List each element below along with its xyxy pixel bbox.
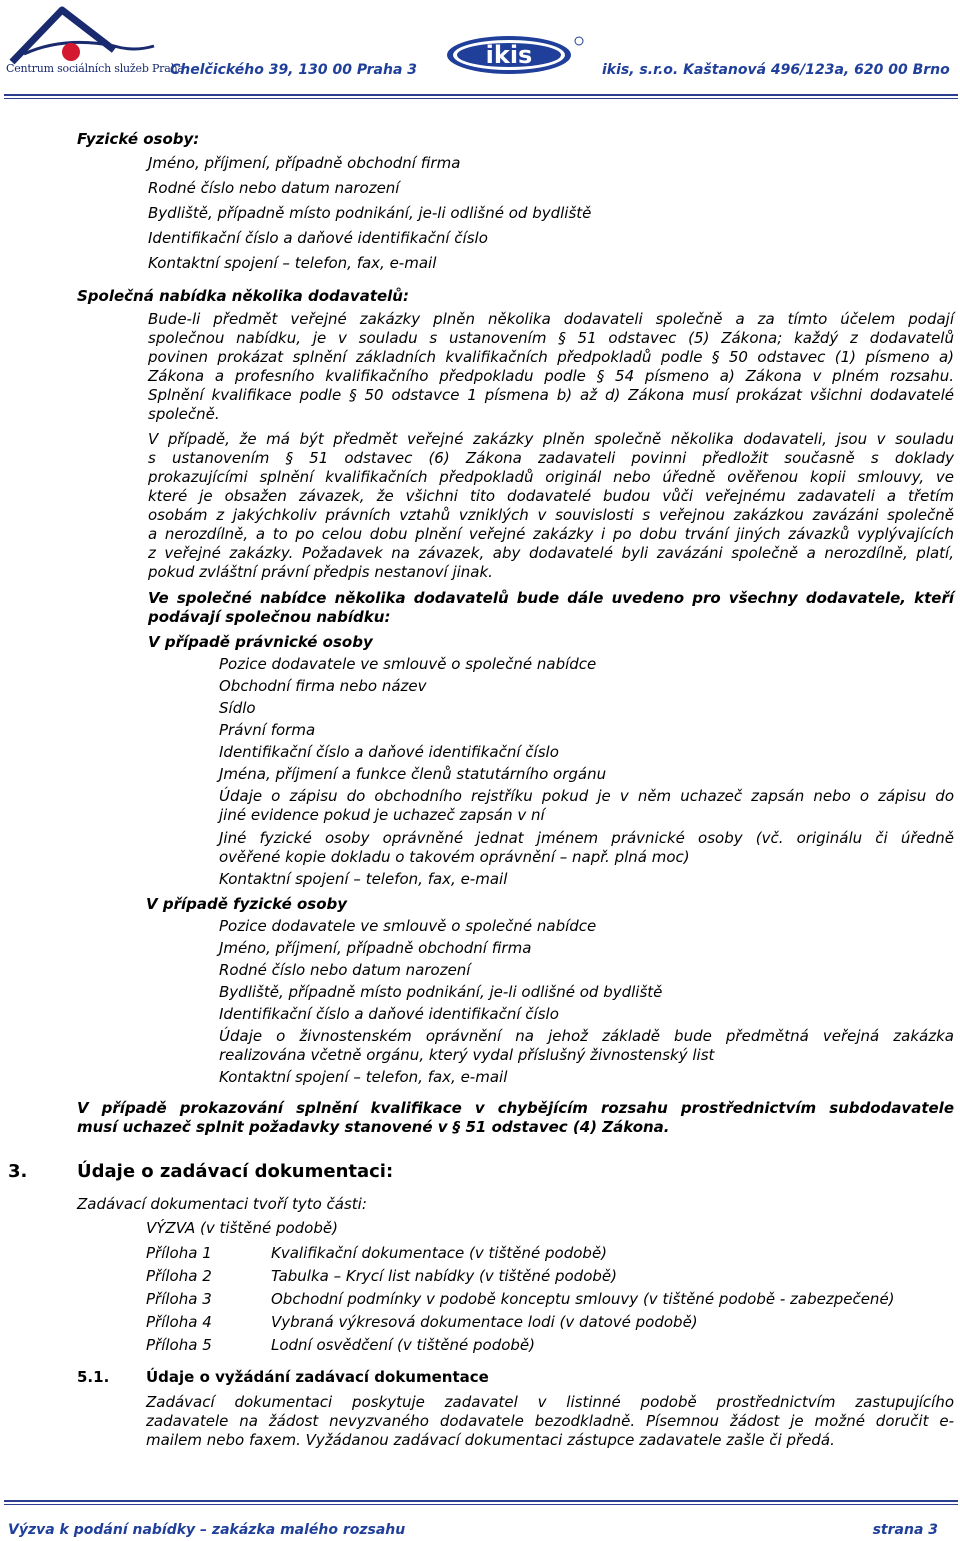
list-item: realizována včetně orgánu, který vydal příslušný živnostenský list	[219, 1046, 715, 1064]
section-5-1-title: Údaje o vyžádání zadávací dokumentace	[146, 1368, 489, 1386]
ikis-logo-icon	[445, 34, 587, 76]
attachment-label: Příloha 1	[146, 1244, 212, 1262]
paragraph-line: společnou nabídku, je v souladu s ustanovením § 51 odstavec (5) Zákona; každý z dodavatelů	[148, 329, 954, 347]
bold-lead-line: podávají společnou nabídku:	[148, 608, 391, 626]
paragraph-line: povinen prokázat splnění základních kvalifikačních předpokladů podle § 50 odstavec (1) písmeno a)	[148, 348, 954, 366]
attachment-label: Příloha 3	[146, 1290, 212, 1308]
section-5-1-number: 5.1.	[77, 1368, 110, 1386]
list-item: Jména, příjmení a funkce členů statutárního orgánu	[219, 765, 607, 783]
attachment-text: Lodní osvědčení (v tištěné podobě)	[271, 1336, 536, 1354]
right-address: ikis, s.r.o. Kaštanová 496/123a, 620 00 Brno	[602, 62, 950, 78]
attachment-text: Kvalifikační dokumentace (v tištěné podobě)	[271, 1244, 608, 1262]
paragraph-line: společně.	[148, 405, 220, 423]
page-header	[0, 0, 960, 100]
paragraph-line: V případě, že má být předmět veřejné zakázky plněn společně několika dodavateli, jsou v souladu	[148, 430, 954, 448]
fyzicke-osoby-heading: V případě fyzické osoby	[146, 895, 348, 913]
list-item: Pozice dodavatele ve smlouvě o společné nabídce	[219, 917, 597, 935]
list-item: Identifikační číslo a daňové identifikační číslo	[219, 743, 559, 761]
list-item: Rodné číslo nebo datum narození	[148, 179, 400, 197]
attachment-label: Příloha 4	[146, 1313, 212, 1331]
paragraph-line: mailem nebo faxem. Vyžádanou zadávací dokumentaci zástupce zadavatele zašle či předá.	[146, 1431, 835, 1449]
bold-lead-line: Ve společné nabídce několika dodavatelů bude dále uvedeno pro všechny dodavatele, kteří	[148, 589, 954, 607]
paragraph-line: zadavatele na žádost nevyzvaného dodavatele bezodkladně. Písemnou žádost je možné doručit e-	[146, 1412, 954, 1430]
paragraph-line: Splnění kvalifikace podle § 50 odstavce 1 písmena b) až d) Zákona musí prokázat všichni dodavatelé	[148, 386, 954, 404]
spolecna-heading: Společná nabídka několika dodavatelů:	[77, 287, 409, 305]
fyzicke-heading: Fyzické osoby:	[77, 130, 200, 148]
paragraph-line: a nerozdílně, a to po celou dobu plnění veřejné zakázky i po dobu trvání jiných závazků vyplývajících	[148, 525, 954, 543]
footer-rule-thin	[4, 1504, 958, 1505]
list-item: Jméno, příjmení, případně obchodní firma	[219, 939, 532, 957]
header-rule	[4, 94, 958, 96]
paragraph-line: pokud zvláštní právní předpis nestanoví jinak.	[148, 563, 493, 581]
list-item: Sídlo	[219, 699, 256, 717]
subdodavatel-line: musí uchazeč splnit požadavky stanovené v § 51 odstavec (4) Zákona.	[77, 1118, 670, 1136]
list-item: Jméno, příjmení, případně obchodní firma	[148, 154, 461, 172]
footer-title: Výzva k podání nabídky – zakázka malého rozsahu	[8, 1522, 406, 1538]
list-item: Rodné číslo nebo datum narození	[219, 961, 471, 979]
footer-rule	[4, 1500, 958, 1502]
header-rule-thin	[4, 98, 958, 99]
list-item: Údaje o zápisu do obchodního rejstříku pokud je v něm uchazeč zapsán nebo o zápisu do	[219, 787, 954, 805]
vyzva-item: VÝZVA (v tištěné podobě)	[146, 1219, 338, 1237]
list-item: jiné evidence pokud je uchazeč zapsán v ní	[219, 806, 545, 824]
list-item: Identifikační číslo a daňové identifikační číslo	[148, 229, 488, 247]
attachment-label: Příloha 2	[146, 1267, 212, 1285]
paragraph-line: z veřejné zakázky. Požadavek na závazek, aby dodavatelé byli zavázáni společně a nerozdílně, platí,	[148, 544, 954, 562]
list-item: Bydliště, případně místo podnikání, je-li odlišné od bydliště	[219, 983, 663, 1001]
attachment-text: Tabulka – Krycí list nabídky (v tištěné podobě)	[271, 1267, 617, 1285]
ikis-logo-text: ikis	[485, 41, 533, 69]
paragraph-line: Bude-li předmět veřejné zakázky plněn několika dodavateli společně a za tímto účelem podají	[148, 310, 954, 328]
attachment-text: Obchodní podmínky v podobě konceptu smlouvy (v tištěné podobě - zabezpečené)	[271, 1290, 895, 1308]
attachment-text: Vybraná výkresová dokumentace lodi (v datové podobě)	[271, 1313, 698, 1331]
list-item: Právní forma	[219, 721, 316, 739]
list-item: Kontaktní spojení – telefon, fax, e-mail	[148, 254, 437, 272]
paragraph-line: prokazujícími splnění kvalifikačních předpokladů originál nebo úředně ověřenou kopii smlouvy, ve	[148, 468, 954, 486]
attachment-label: Příloha 5	[146, 1336, 212, 1354]
list-item: Kontaktní spojení – telefon, fax, e-mail	[219, 1068, 508, 1086]
list-item: Obchodní firma nebo název	[219, 677, 427, 695]
list-item: Údaje o živnostenském oprávnění na jehož základě bude předmětná veřejná zakázka	[219, 1027, 954, 1045]
csspraha-logo-text: Centrum sociálních služeb Praha	[6, 62, 184, 75]
paragraph-line: Zákona a profesního kvalifikačního předpokladu podle § 54 písmeno a) Zákona v plném rozsahu.	[148, 367, 954, 385]
paragraph-line: osobám z jakýchkoliv právních vztahů vzniklých v souvislosti s veřejnou zakázkou zavázáni společně	[148, 506, 954, 524]
section-3-intro: Zadávací dokumentaci tvoří tyto části:	[77, 1195, 367, 1213]
paragraph-line: Zadávací dokumentaci poskytuje zadavatel v listinné podobě prostřednictvím zastupujícího	[146, 1393, 954, 1411]
paragraph-line: s ustanovením § 51 odstavec (6) Zákona zadavateli povinni předložit současně s doklady	[148, 449, 954, 467]
pravnicke-heading: V případě právnické osoby	[148, 633, 373, 651]
paragraph-line: které je obsažen závazek, že všichni tito dodavatelé budou vůči veřejnému zadavateli a třetím	[148, 487, 954, 505]
list-item: Bydliště, případně místo podnikání, je-li odlišné od bydliště	[148, 204, 592, 222]
section-3-number: 3.	[8, 1161, 28, 1182]
page-number: strana 3	[872, 1522, 938, 1538]
left-address: Chelčického 39, 130 00 Praha 3	[170, 62, 418, 78]
list-item: Identifikační číslo a daňové identifikační číslo	[219, 1005, 559, 1023]
section-3-title: Údaje o zadávací dokumentaci:	[77, 1161, 394, 1182]
subdodavatel-line: V případě prokazování splnění kvalifikace v chybějícím rozsahu prostřednictvím subdodavatele	[77, 1099, 954, 1117]
list-item: Kontaktní spojení – telefon, fax, e-mail	[219, 870, 508, 888]
list-item: ověřené kopie dokladu o takovém oprávnění – např. plná moc)	[219, 848, 690, 866]
list-item: Jiné fyzické osoby oprávněné jednat jménem právnické osoby (vč. originálu či úředně	[219, 829, 954, 847]
list-item: Pozice dodavatele ve smlouvě o společné nabídce	[219, 655, 597, 673]
